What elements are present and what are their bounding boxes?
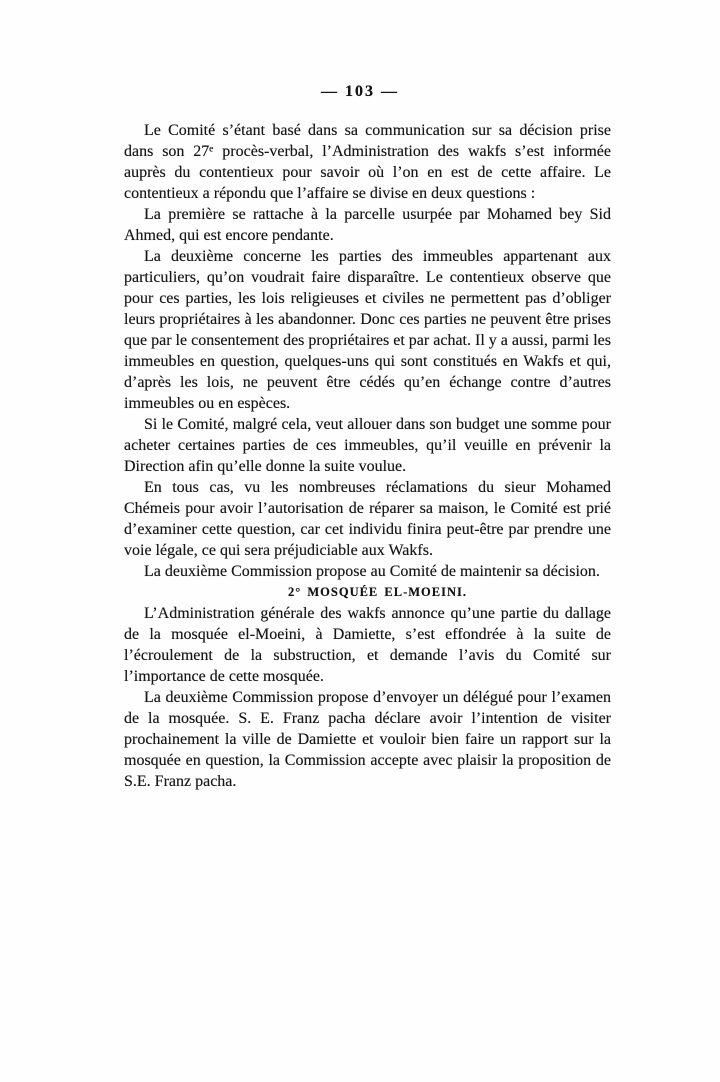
- paragraph: La deuxième concerne les parties des immeubles appartenant aux particuliers, qu’on voudrait faire disparaître. Le contentieux observe que pour ces parties, les lois religieuses et civiles ne permettent pas d’obliger leurs propriétaires à les abandonner. Donc ces parties ne peuvent être prises que par le consentement des propriétaires et par achat. Il y a aussi, parmi les immeubles en question, quelques-uns qui sont constitués en Wakfs et qui, d’après les lois, ne peuvent être cédés qu’en échange contre d’autres immeubles ou en espèces.: [124, 248, 611, 412]
- paragraph: La première se rattache à la parcelle usurpée par Mohamed bey Sid Ahmed, qui est encore pendante.: [124, 206, 611, 244]
- paragraph: Le Comité s’étant basé dans sa communication sur sa décision prise dans son 27ᵉ procès-verbal, l’Administration des wakfs s’est informée auprès du contentieux pour savoir où l’on en est de cette affaire. Le contentieux a répondu que l’affaire se divise en deux questions :: [124, 122, 611, 202]
- page-number: — 103 —: [321, 83, 399, 100]
- paragraph: En tous cas, vu les nombreuses réclamations du sieur Mohamed Chémeis pour avoir l’autorisation de réparer sa maison, le Comité est prié d’examiner cette question, car cet individu finira peut-être par prendre une voie légale, ce qui sera préjudiciable aux Wakfs.: [124, 479, 611, 559]
- paragraph: L’Administration générale des wakfs annonce qu’une partie du dallage de la mosquée el-Moeini, à Damiette, s’est effondrée à la suite de l’écroulement de la substruction, et demande l’avis du Comité sur l’importance de cette mosquée.: [124, 605, 611, 685]
- paragraph: La deuxième Commission propose au Comité de maintenir sa décision.: [144, 563, 600, 580]
- paragraph: Si le Comité, malgré cela, veut allouer dans son budget une somme pour acheter certaines parties de ces immeubles, qu’il veuille en prévenir la Direction afin qu’elle donne la suite voulue.: [124, 416, 611, 475]
- section-heading: 2° MOSQUÉE EL-MOEINI.: [288, 585, 467, 599]
- paragraph: La deuxième Commission propose d’envoyer un délégué pour l’examen de la mosquée. S. E. Franz pacha déclare avoir l’intention de visiter prochainement la ville de Damiette et vouloir bien faire un rapport sur la mosquée en question, la Commission accepte avec plaisir la proposition de S.E. Franz pacha.: [124, 689, 611, 790]
- text-block: [124, 120, 611, 792]
